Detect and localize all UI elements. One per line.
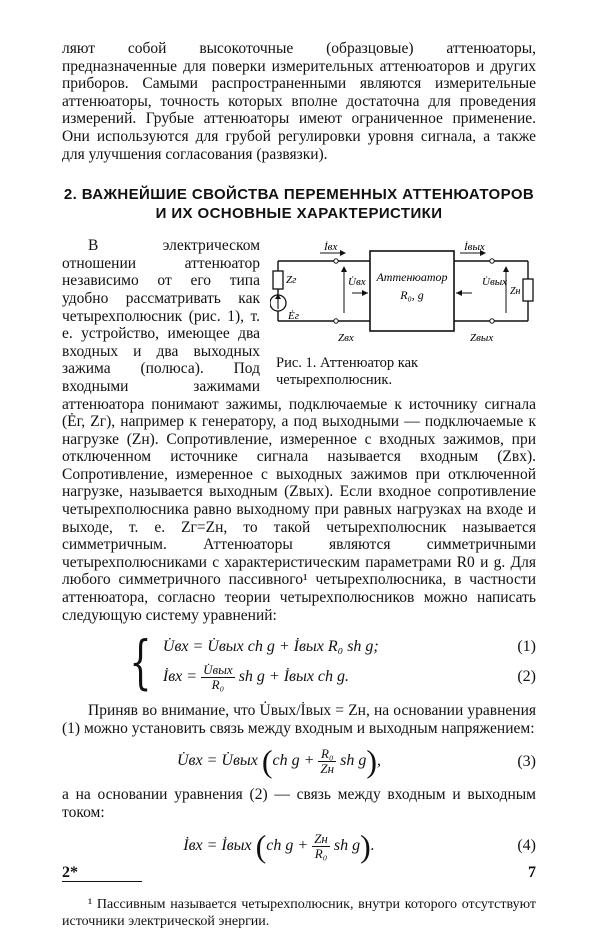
folio-signature: 2* <box>62 864 78 881</box>
figure-1 <box>270 239 536 389</box>
equation-1-number: (1) <box>517 638 536 656</box>
equation-3-fraction: $\frac{\text{R₀}}{Zн}$ <box>320 746 335 777</box>
page-number: 7 <box>528 864 536 881</box>
box-title: Аттенюатор <box>376 270 448 285</box>
section-heading <box>62 185 536 223</box>
intro-paragraph: ляют собой высокоточные (образцовые) аттенюаторы, предназначенные для поверки измерительных аттенюаторов и других приборов. Самыми распространенными являются измерительные аттенюаторы, точность которых вполне достаточна для проведения измерений. Грубые аттенюаторы имеют ограниченное применение. Они используются для грубой регулировки уровня сигнала, а также для улучшения согласования (развязки). <box>62 40 536 163</box>
text-after-system: Приняв во внимание, что U̇вых/İвых = Zн, на основании уравнения (1) можно установить связь между входным и выходным напряжением: <box>62 702 536 737</box>
equation-2-number: (2) <box>517 668 536 686</box>
label-u-out: U̇вых <box>482 276 508 289</box>
footnote: ¹ Пассивным называется четырехполюсник, внутри которого отсутствуют источники электрической энергии. <box>62 896 536 929</box>
label-zg: Zг <box>286 274 297 287</box>
equation-3 <box>62 743 536 780</box>
equation-4-number: (4) <box>517 837 536 855</box>
figure-caption: Рис. 1. Аттенюатор как четырехполюсник. <box>276 355 419 389</box>
wrapped-paragraph: В электрическом отношении аттенюатор независимо от его типа удобно рассматривать как четырехполюсник (рис. 1), т. е. устройство, имеющее два входных и два выходных зажима (полюса). Под входными зажимами аттенюатора понимают зажимы, подключаемые к источнику сигнала (Ėг, Zг), например к генератору, а под выходными — подключаемые к нагрузке (Zн). Сопротивление, измеренное с входных зажимов, при отключенном источнике сигнала называется входным (Zвх). Сопротивление, измеренное с выходных зажимов при отключенной нагрузке, называется выходным (Zвых). Если входное сопротивление четырехполюсника равно выходному при равных нагрузках на входе и выходе, т. е. Zг=Zн, то такой четырехполюсник называется симметричным. Аттенюаторы являются симметричными четырехполюсниками с характеристическим параметрами R0 и g. Для любого симметричного пассивного¹ четырехполюсника, в частности аттенюатора, согласно теории четырехполюсников можно написать следующую систему уравнений: <box>62 237 536 624</box>
equation-3-number: (3) <box>517 752 536 770</box>
page <box>62 40 536 944</box>
wrapped-block <box>62 237 536 624</box>
label-z-in: Zвх <box>338 332 354 345</box>
attenuator-circuit-diagram <box>270 239 536 349</box>
equation-4-body: İвх = İвых (ch g + $\frac{Zн}{\text{R₀}}$ sh g). <box>183 827 375 864</box>
text-after-eq3: а на основании уравнения (2) — связь между входным и выходным током: <box>62 786 536 821</box>
label-i-out: İвых <box>464 241 485 254</box>
label-z-out: Zвых <box>470 332 494 345</box>
box-params: R₀, g <box>400 288 424 303</box>
equation-3-body: U̇вх = U̇вых (ch g + $\frac{\text{R₀}}{Zн}$ sh g), <box>177 743 381 780</box>
section-heading-line2: И ИХ ОСНОВНЫЕ ХАРАКТЕРИСТИКИ <box>155 205 443 223</box>
label-i-in: İвх <box>324 241 338 254</box>
equation-4 <box>62 828 536 865</box>
equation-1 <box>163 632 536 662</box>
equation-2-fraction: $\frac{\text{U̇вых}}{\text{R₀}}$ <box>203 661 233 692</box>
equation-2 <box>163 662 536 692</box>
equation-4-fraction: $\frac{Zн}{\text{R₀}}$ <box>314 830 328 861</box>
equation-1-body: U̇вх = U̇вых ch g + İвых R₀ sh g; <box>162 638 379 656</box>
label-u-in: U̇вх <box>348 276 366 289</box>
label-eg: Ėг <box>288 310 300 323</box>
system-brace: { <box>129 628 152 697</box>
equation-2-body: İвх = $\frac{\text{U̇вых}}{\text{R₀}}$ sh g + İвых ch g. <box>162 661 350 692</box>
equation-system <box>62 628 536 697</box>
label-zn: Zн <box>510 286 521 298</box>
section-heading-line1: 2. ВАЖНЕЙШИЕ СВОЙСТВА ПЕРЕМЕННЫХ АТТЕНЮАТОРОВ <box>63 186 535 204</box>
